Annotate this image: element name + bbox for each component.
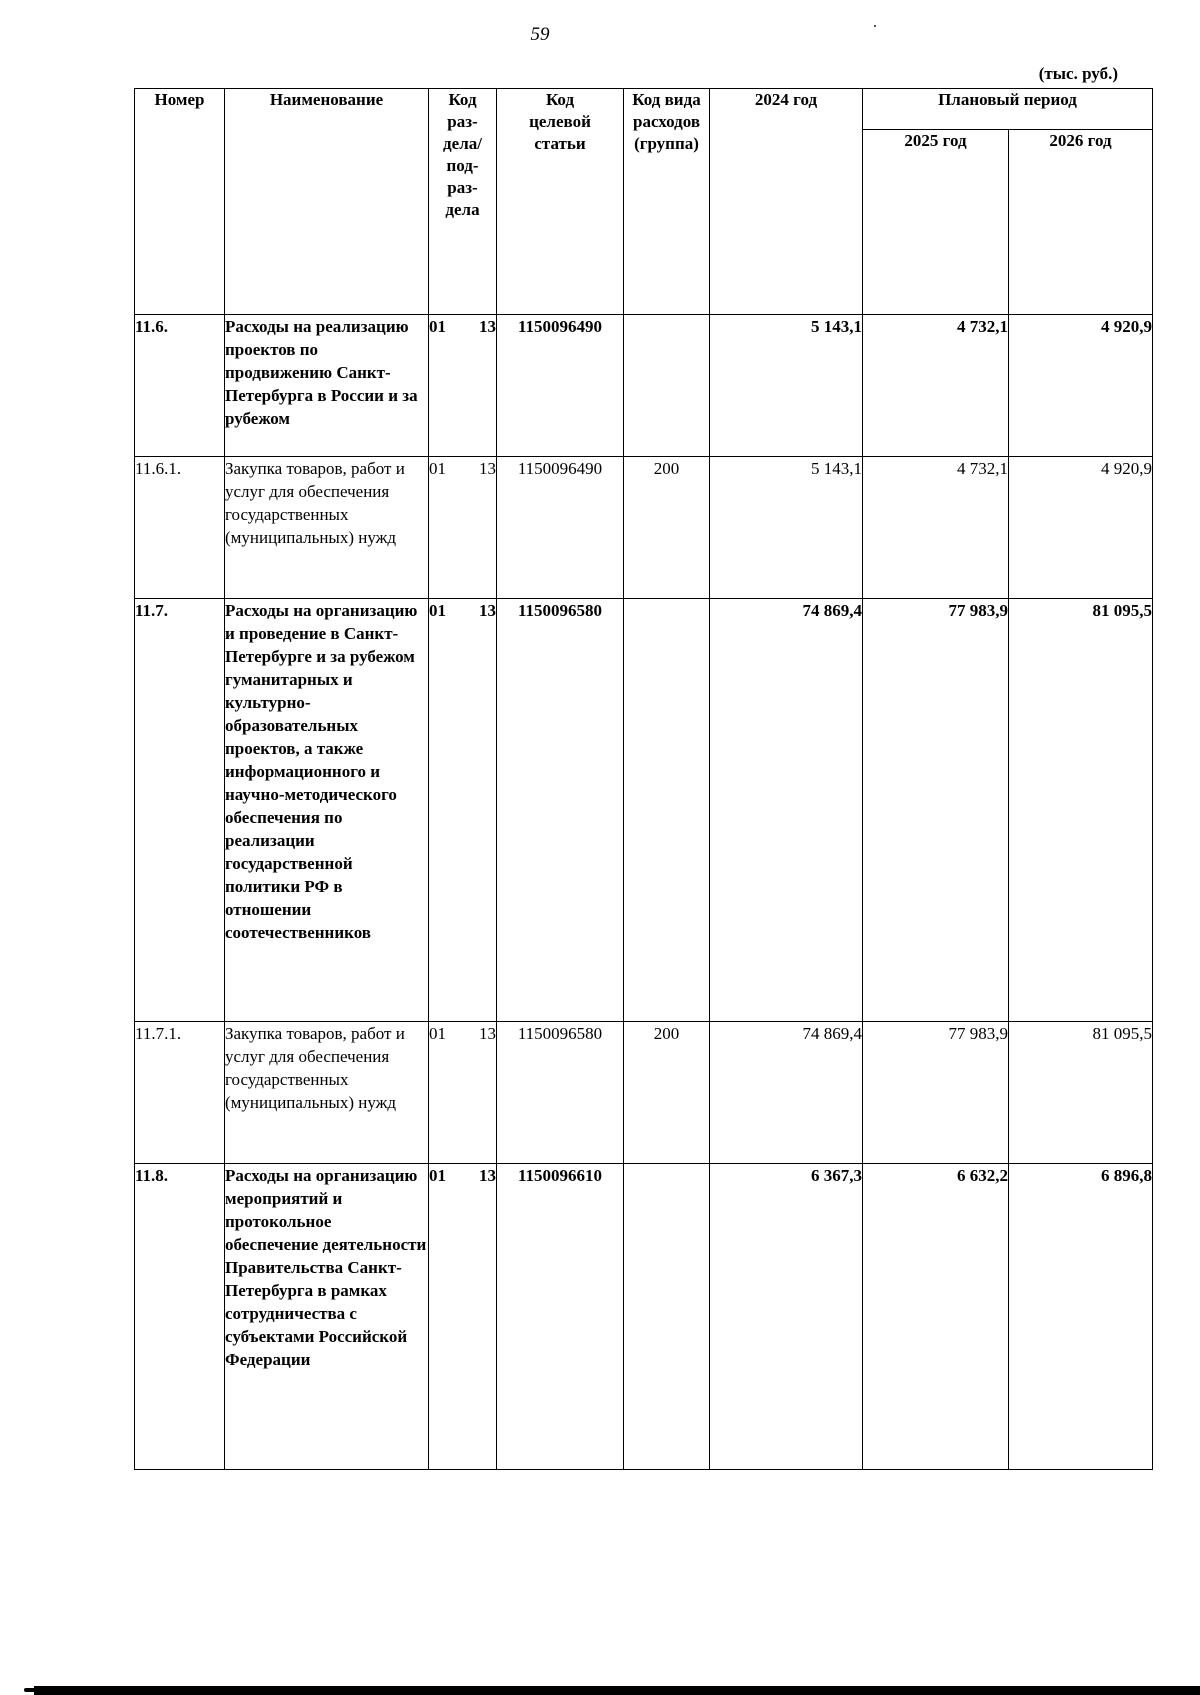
row-target-code: 1150096490 (497, 315, 624, 457)
row-section-code (429, 1022, 497, 1164)
row-target-code: 1150096580 (497, 599, 624, 1022)
header-year-2025: 2025 год (863, 130, 1009, 315)
table-row-11-7 (135, 599, 1153, 1022)
row-number: 11.6.1. (135, 457, 225, 599)
row-name: Расходы на реализацию проектов по продвижению Санкт-Петербурга в России и за рубежом (225, 315, 429, 457)
row-subsection: 13 (479, 601, 496, 620)
row-number: 11.7. (135, 599, 225, 1022)
row-amount-2024: 74 869,4 (710, 599, 863, 1022)
row-number: 11.7.1. (135, 1022, 225, 1164)
table-row-11-6 (135, 315, 1153, 457)
header-target-code-line: целевой (529, 112, 591, 131)
header-target-code-line: Код (545, 90, 575, 109)
header-expense-kind-line: расходов (633, 112, 700, 131)
header-expense-kind-line: (группа) (634, 134, 699, 153)
row-amount-2024: 74 869,4 (710, 1022, 863, 1164)
header-year-2026: 2026 год (1009, 130, 1153, 315)
row-number: 11.8. (135, 1164, 225, 1470)
table-row-11-6-1 (135, 457, 1153, 599)
row-section: 01 (429, 459, 446, 478)
header-planning-period: Плановый период (863, 89, 1153, 130)
table-row-11-8 (135, 1164, 1153, 1470)
row-amount-2026: 4 920,9 (1009, 315, 1153, 457)
row-subsection: 13 (479, 317, 496, 336)
row-section: 01 (429, 317, 446, 336)
row-expense-kind: 200 (624, 1022, 710, 1164)
row-section: 01 (429, 1024, 446, 1043)
header-expense-kind-line: Код вида (632, 90, 701, 109)
row-target-code: 1150096610 (497, 1164, 624, 1470)
header-section-code (429, 89, 497, 315)
row-name: Расходы на организацию мероприятий и протокольное обеспечение деятельности Правительства Санкт-Петербурга в рамках сотрудничества с субъектами Российской Федерации (225, 1164, 429, 1470)
scan-bottom-edge-tip (24, 1688, 64, 1692)
row-section-code (429, 457, 497, 599)
header-target-code (497, 89, 624, 315)
row-amount-2026: 6 896,8 (1009, 1164, 1153, 1470)
row-expense-kind (624, 1164, 710, 1470)
row-name: Закупка товаров, работ и услуг для обеспечения государственных (муниципальных) нужд (225, 1022, 429, 1164)
header-expense-kind (624, 89, 710, 315)
row-subsection: 13 (479, 1166, 496, 1185)
row-section-code (429, 599, 497, 1022)
row-amount-2026: 81 095,5 (1009, 1022, 1153, 1164)
row-section-code (429, 1164, 497, 1470)
header-section-code-line: Код (448, 90, 477, 109)
row-subsection: 13 (479, 459, 496, 478)
row-amount-2024: 5 143,1 (710, 315, 863, 457)
header-name: Наименование (225, 89, 429, 315)
row-amount-2026: 81 095,5 (1009, 599, 1153, 1022)
row-section: 01 (429, 1166, 446, 1185)
row-section: 01 (429, 601, 446, 620)
row-number: 11.6. (135, 315, 225, 457)
row-amount-2024: 6 367,3 (710, 1164, 863, 1470)
header-year-2024: 2024 год (710, 89, 863, 315)
row-name: Закупка товаров, работ и услуг для обеспечения государственных (муниципальных) нужд (225, 457, 429, 599)
row-amount-2024: 5 143,1 (710, 457, 863, 599)
row-target-code: 1150096580 (497, 1022, 624, 1164)
row-amount-2026: 4 920,9 (1009, 457, 1153, 599)
scan-bottom-edge (34, 1686, 1200, 1695)
row-section-code (429, 315, 497, 457)
row-expense-kind (624, 315, 710, 457)
row-subsection: 13 (479, 1024, 496, 1043)
header-row-1 (135, 89, 1153, 130)
header-section-code-line: дела (445, 200, 480, 219)
row-amount-2025: 4 732,1 (863, 315, 1009, 457)
header-section-code-line: раз- (447, 112, 478, 131)
row-target-code: 1150096490 (497, 457, 624, 599)
row-amount-2025: 77 983,9 (863, 599, 1009, 1022)
units-label: (тыс. руб.) (1038, 64, 1118, 83)
header-number: Номер (135, 89, 225, 315)
scan-speck (874, 25, 876, 27)
header-section-code-line: под- (446, 156, 479, 175)
header-section-code-line: раз- (447, 178, 478, 197)
row-amount-2025: 77 983,9 (863, 1022, 1009, 1164)
table-row-11-7-1 (135, 1022, 1153, 1164)
row-name: Расходы на организацию и проведение в Санкт-Петербурге и за рубежом гуманитарных и культурно-образовательных проектов, а также информационного и научно-методического обеспечения по реализации государственной политики РФ в отношении соотечественников (225, 599, 429, 1022)
budget-table (134, 88, 1153, 1470)
header-section-code-line: дела/ (443, 134, 482, 153)
page-number: 59 (530, 24, 550, 45)
row-amount-2025: 6 632,2 (863, 1164, 1009, 1470)
row-amount-2025: 4 732,1 (863, 457, 1009, 599)
row-expense-kind: 200 (624, 457, 710, 599)
header-target-code-line: статьи (534, 134, 586, 153)
row-expense-kind (624, 599, 710, 1022)
